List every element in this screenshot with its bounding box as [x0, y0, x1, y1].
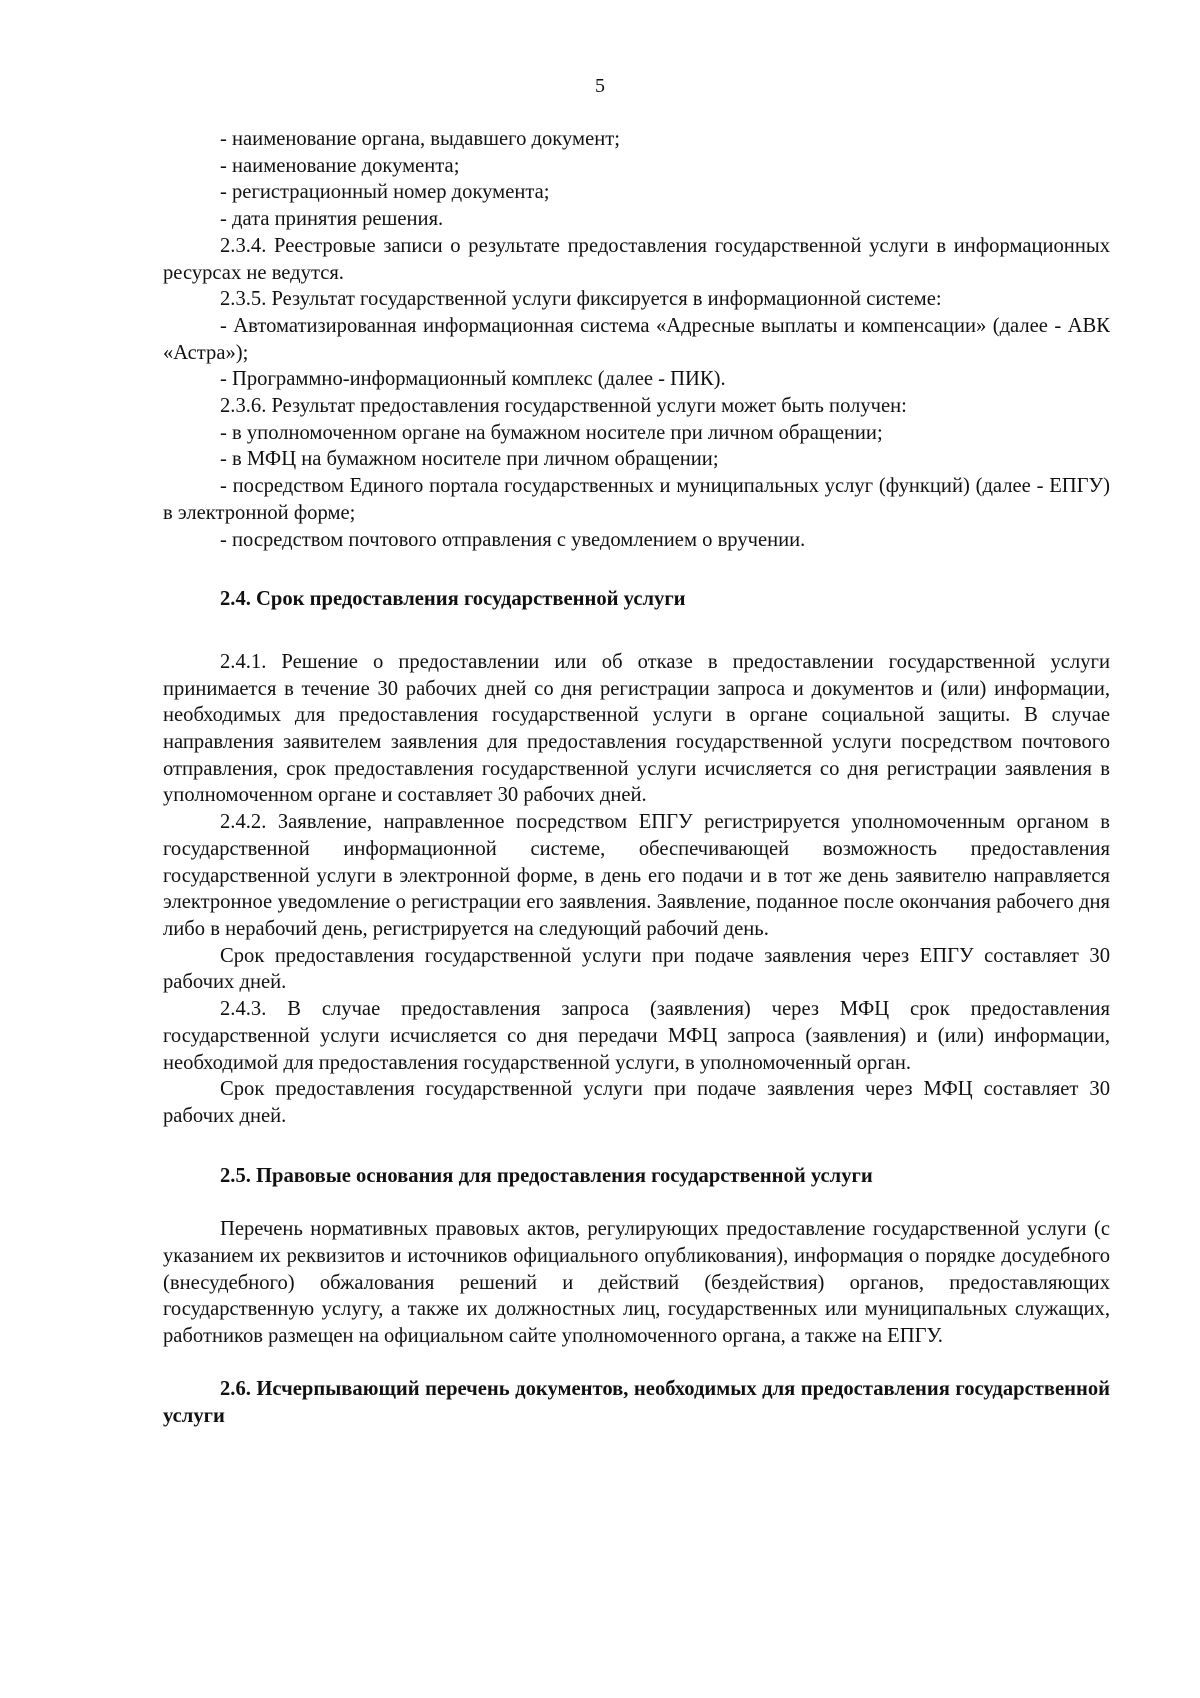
paragraph: Перечень нормативных правовых актов, регулирующих предоставление государственной услуги (с указанием их реквизитов и источников официального опубликования), информация о порядке досудебного (внесудебного) обжалования решений и действий (бездействия) органов, предоставляющих государственную услугу, а также их должностных лиц, государственных или муниципальных служащих, работников размещен на официальном сайте уполномоченного органа, а также на ЕПГУ.: [163, 1218, 1110, 1348]
paragraph-2-3-5: 2.3.5. Результат государственной услуги фиксируется в информационной системе:: [220, 288, 942, 311]
paragraph: Срок предоставления государственной услуги при подаче заявления через МФЦ составляет 30 рабочих дней.: [163, 1078, 1110, 1127]
page-content: [163, 126, 1110, 1429]
section-heading-2-4: 2.4. Срок предоставления государственной услуги: [220, 588, 686, 611]
list-item: - в уполномоченном органе на бумажном носителе при личном обращении;: [220, 421, 883, 444]
page-number: 5: [595, 75, 605, 97]
list-item: - дата принятия решения.: [220, 208, 444, 231]
list-item: - наименование органа, выдавшего документ;: [220, 128, 620, 150]
list-item: - посредством Единого портала государственных и муниципальных услуг (функций) (далее - ЕПГУ) в электронной форме;: [163, 475, 1110, 524]
paragraph-2-4-1: 2.4.1. Решение о предоставлении или об отказе в предоставлении государственной услуги принимается в течение 30 рабочих дней со дня регистрации запроса и документов и (или) информации, необходимых для предоставления государственной услуги в органе социальной защиты. В случае направления заявителем заявления для предоставления государственной услуги посредством почтового отправления, срок предоставления государственной услуги исчисляется со дня регистрации заявления в уполномоченном органе и составляет 30 рабочих дней.: [163, 650, 1110, 807]
paragraph-2-3-4: 2.3.4. Реестровые записи о результате предоставления государственной услуги в информационных ресурсах не ведутся.: [163, 234, 1110, 284]
paragraph-2-3-6: 2.3.6. Результат предоставления государственной услуги может быть получен:: [220, 395, 907, 418]
list-item: - посредством почтового отправления с уведомлением о вручении.: [220, 528, 806, 551]
list-item: - регистрационный номер документа;: [220, 181, 550, 204]
list-item: - в МФЦ на бумажном носителе при личном обращении;: [220, 448, 719, 471]
paragraph: Срок предоставления государственной услуги при подаче заявления через ЕПГУ составляет 30 рабочих дней.: [163, 944, 1110, 994]
section-heading-2-6: 2.6. Исчерпывающий перечень документов, необходимых для предоставления государственной услуги: [163, 1377, 1110, 1427]
list-item: - Автоматизированная информационная система «Адресные выплаты и компенсации» (далее - АВК «Астра»);: [163, 314, 1110, 364]
list-item: - наименование документа;: [220, 154, 460, 177]
section-heading-2-5: 2.5. Правовые основания для предоставления государственной услуги: [220, 1164, 873, 1187]
paragraph-2-4-3: 2.4.3. В случае предоставления запроса (заявления) через МФЦ срок предоставления государственной услуги исчисляется со дня передачи МФЦ запроса (заявления) и (или) информации, необходимой для предоставления государственной услуги, в уполномоченный орган.: [163, 998, 1110, 1074]
list-item: - Программно-информационный комплекс (далее - ПИК).: [220, 368, 726, 391]
paragraph-2-4-2: 2.4.2. Заявление, направленное посредством ЕПГУ регистрируется уполномоченным органом в государственной информационной системе, обеспечивающей возможность предоставления государственной услуги в электронной форме, в день его подачи и в тот же день заявителю направляется электронное уведомление о регистрации его заявления. Заявление, поданное после окончания рабочего дня либо в нерабочий день, регистрируется на следующий рабочий день.: [163, 811, 1110, 940]
